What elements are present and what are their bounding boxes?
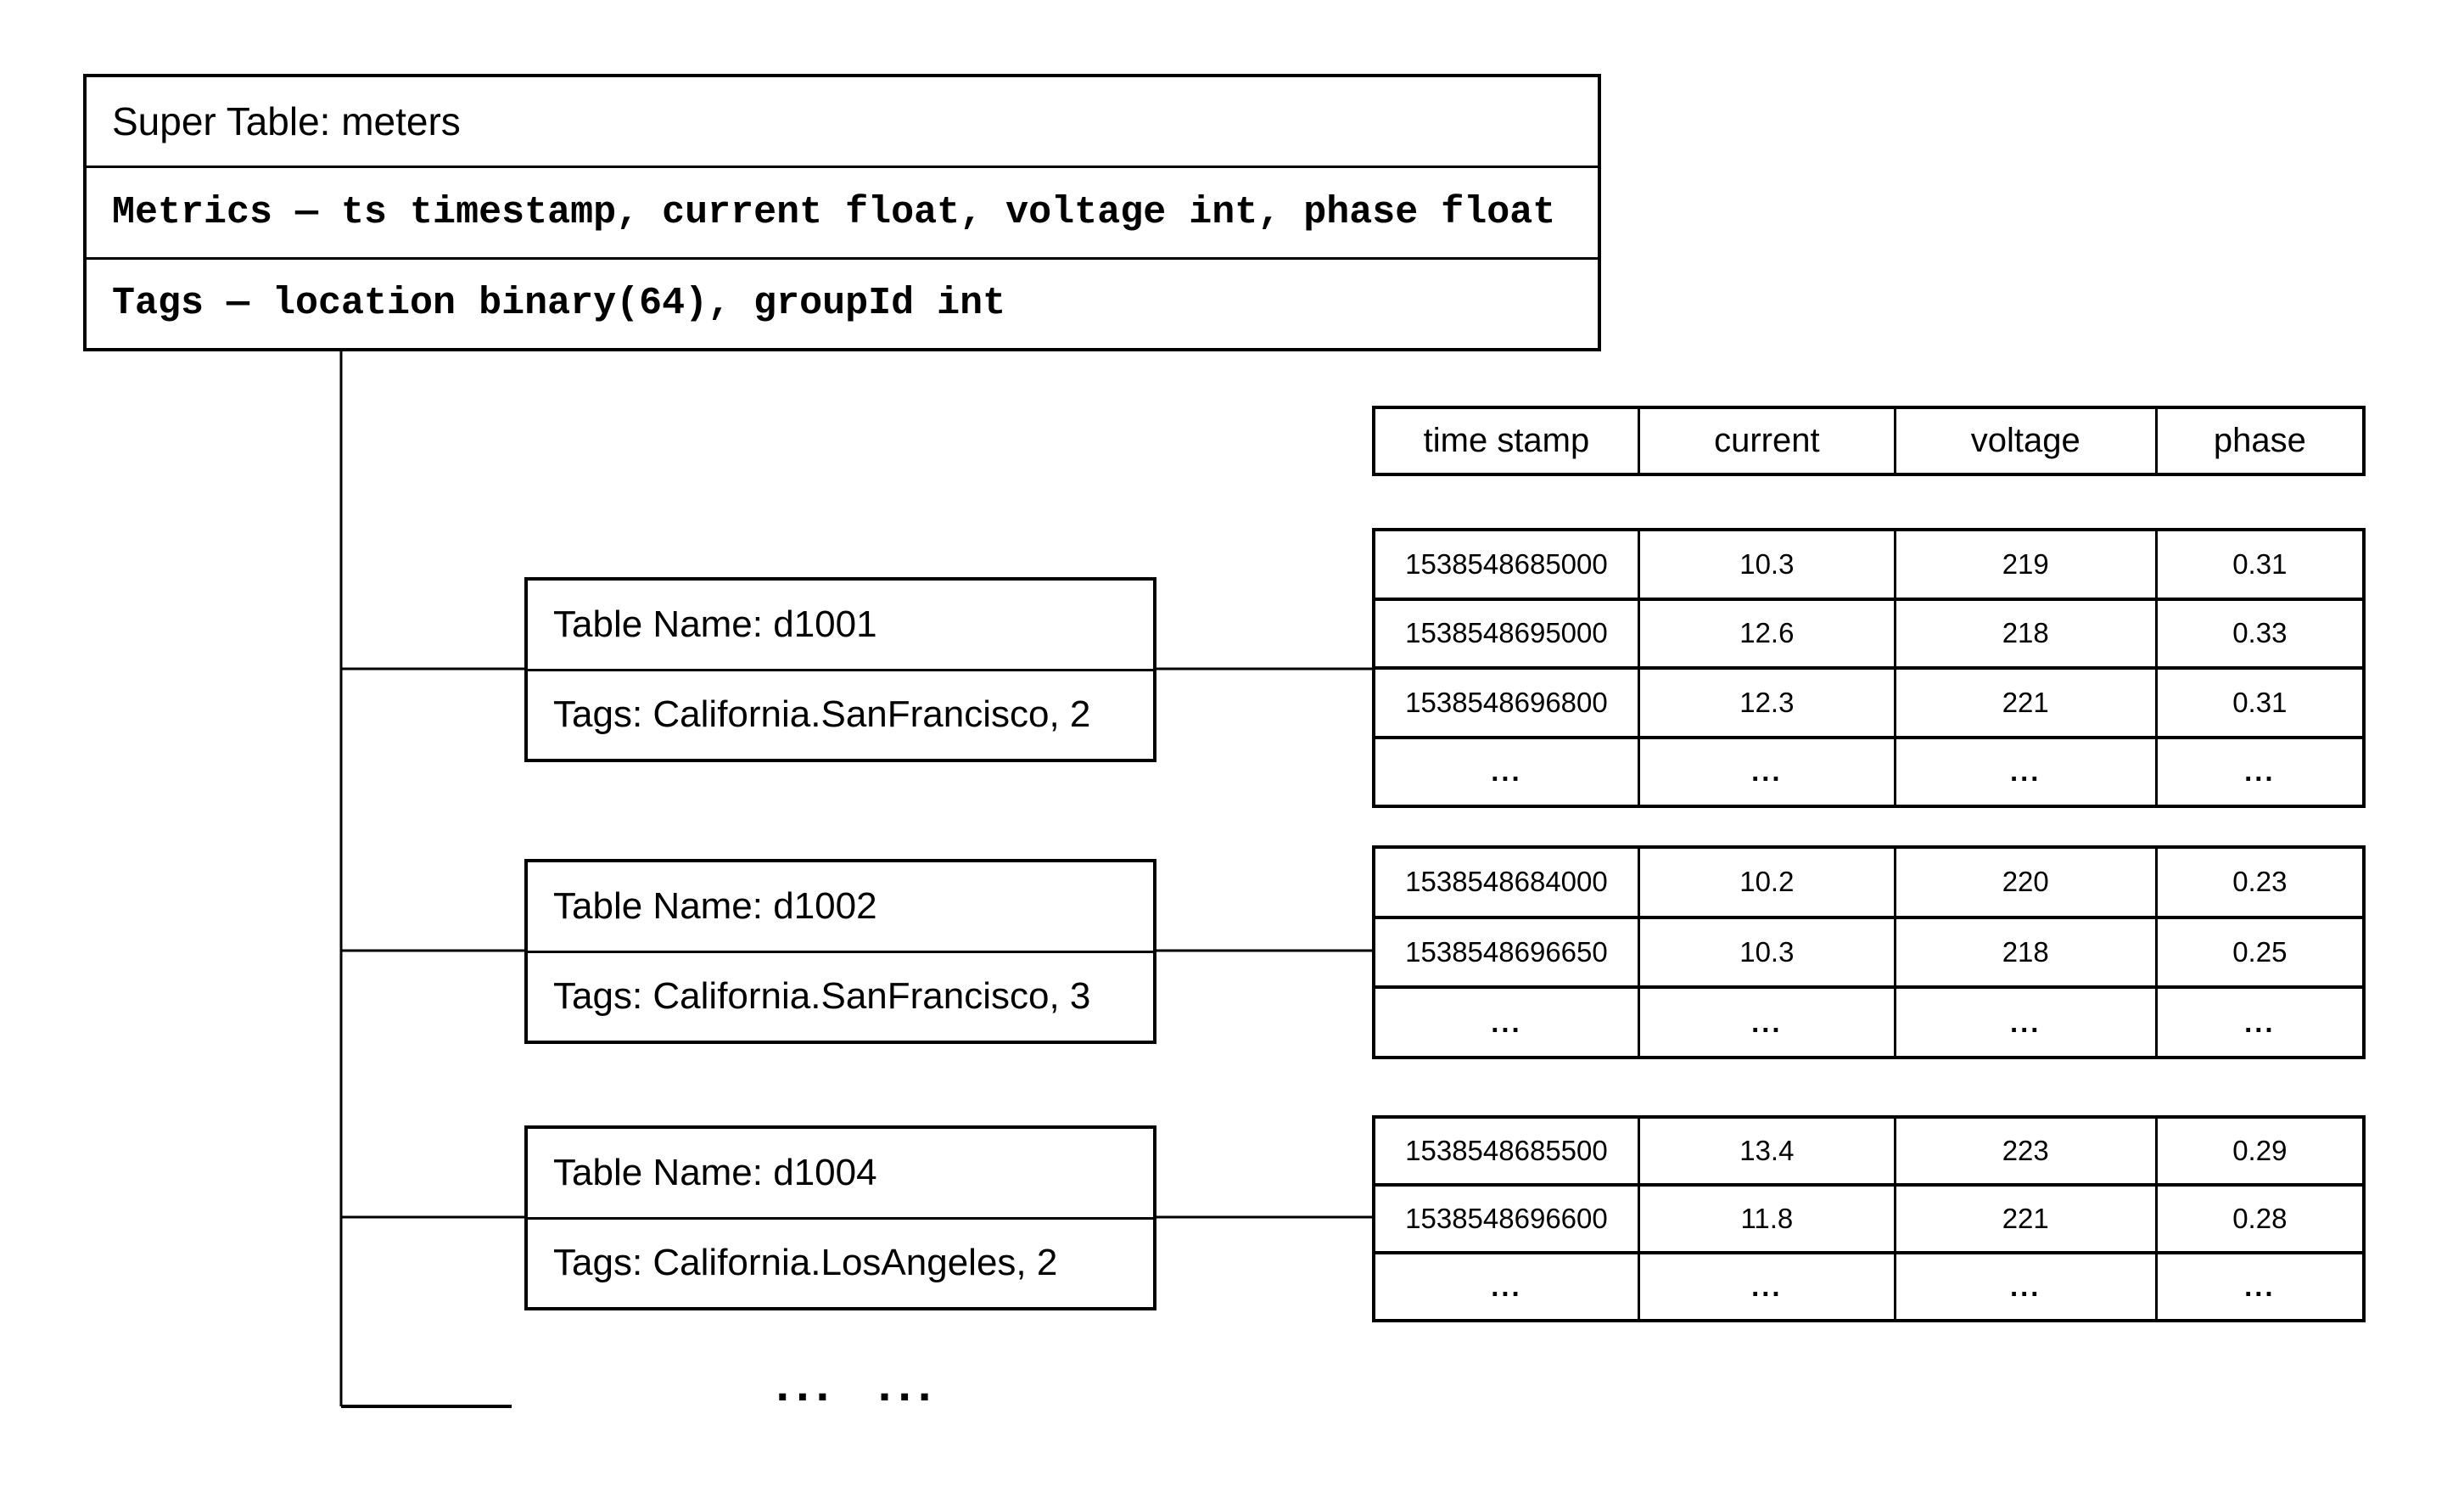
table-cell: 1538548695000: [1405, 617, 1608, 649]
table-cell: 11.8: [1638, 1187, 1894, 1251]
table-cell: 1538548685000: [1405, 547, 1608, 580]
table-row: [1375, 531, 2362, 598]
table-cell: ...: [1894, 739, 2155, 805]
table-cell: 10.2: [1638, 849, 1894, 916]
table-cell: 12.3: [1638, 670, 1894, 736]
table-row: [1375, 598, 2362, 667]
table-cell: 1538548685500: [1405, 1135, 1608, 1166]
table-row: [1375, 849, 2362, 916]
table-cell: ...: [1894, 1254, 2155, 1319]
table-cell: 219: [1894, 531, 2155, 598]
table-cell: 10.3: [1638, 531, 1894, 598]
more-subtables-ellipsis: ... ...: [776, 1357, 938, 1411]
data-table-d1004: [1372, 1115, 2366, 1322]
table-cell: 0.25: [2155, 919, 2362, 986]
table-cell: ...: [1491, 1006, 1522, 1038]
table-cell: ...: [1638, 1254, 1894, 1319]
sub-table-name: Table Name: d1002: [553, 884, 877, 927]
table-row: [1375, 1183, 2362, 1251]
table-cell: 218: [1894, 601, 2155, 667]
sub-table-name: Table Name: d1004: [553, 1151, 877, 1193]
table-row: [1375, 666, 2362, 736]
table-row: [1375, 1251, 2362, 1319]
table-cell: 0.33: [2155, 601, 2362, 667]
table-cell: 221: [1894, 670, 2155, 736]
table-cell: ...: [2155, 989, 2362, 1056]
column-header-phase: phase: [2155, 409, 2362, 473]
column-header-voltage: voltage: [1894, 409, 2155, 473]
table-cell: 1538548696650: [1405, 936, 1608, 968]
super-table-box: [83, 74, 1601, 351]
data-table-d1001: [1372, 528, 2366, 808]
table-cell: ...: [1491, 1271, 1522, 1302]
table-row: [1375, 916, 2362, 986]
table-cell: 10.3: [1638, 919, 1894, 986]
column-header-timestamp: time stamp: [1423, 422, 1590, 459]
sub-table-box-d1001: [524, 577, 1156, 762]
table-cell: ...: [1894, 989, 2155, 1056]
table-cell: 0.23: [2155, 849, 2362, 916]
data-column-header: [1372, 406, 2366, 476]
table-row: [1375, 985, 2362, 1056]
super-table-title: Super Table: meters: [112, 99, 461, 144]
super-table-metrics: Metrics — ts timestamp, current float, voltage int, phase float: [87, 166, 1598, 256]
table-cell: ...: [2155, 739, 2362, 805]
table-cell: ...: [1491, 755, 1522, 788]
table-cell: 13.4: [1638, 1119, 1894, 1183]
table-cell: ...: [1638, 739, 1894, 805]
column-header-current: current: [1638, 409, 1894, 473]
table-cell: 0.28: [2155, 1187, 2362, 1251]
table-cell: 221: [1894, 1187, 2155, 1251]
table-cell: 1538548684000: [1405, 866, 1608, 898]
sub-table-box-d1002: [524, 859, 1156, 1044]
table-cell: 223: [1894, 1119, 2155, 1183]
table-cell: 1538548696800: [1405, 686, 1608, 718]
sub-table-tags: Tags: California.SanFrancisco, 3: [528, 951, 1153, 1041]
table-cell: 218: [1894, 919, 2155, 986]
table-cell: 12.6: [1638, 601, 1894, 667]
table-row: [1375, 1119, 2362, 1183]
table-cell: ...: [2155, 1254, 2362, 1319]
sub-table-tags: Tags: California.LosAngeles, 2: [528, 1217, 1153, 1308]
sub-table-name: Table Name: d1001: [553, 603, 877, 645]
table-cell: 0.31: [2155, 670, 2362, 736]
table-cell: 0.29: [2155, 1119, 2362, 1183]
table-cell: 220: [1894, 849, 2155, 916]
data-table-d1002: [1372, 845, 2366, 1059]
sub-table-box-d1004: [524, 1125, 1156, 1310]
header-row: [1375, 409, 2362, 473]
sub-table-tags: Tags: California.SanFrancisco, 2: [528, 669, 1153, 760]
table-cell: 0.31: [2155, 531, 2362, 598]
table-row: [1375, 736, 2362, 805]
table-cell: 1538548696600: [1405, 1203, 1608, 1234]
table-cell: ...: [1638, 989, 1894, 1056]
super-table-tags: Tags — location binary(64), groupId int: [87, 257, 1598, 348]
